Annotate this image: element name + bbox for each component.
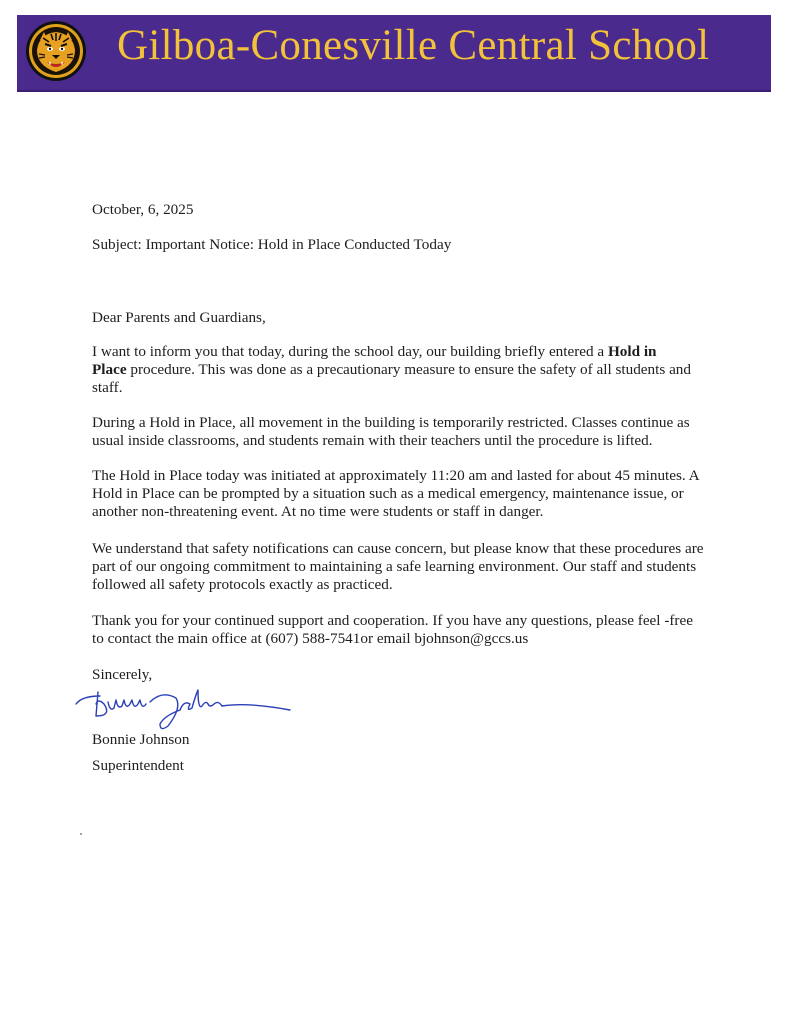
paragraph-2: During a Hold in Place, all movement in the building is temporarily restricted. Classes continue as usual inside classrooms, and students remain with their teachers until the procedure is lifted. [92, 414, 690, 449]
signer-title: Superintendent [92, 757, 184, 774]
letter-closing: Sincerely, [92, 666, 153, 683]
paragraph-1-text-end: procedure. This was done as a precautionary measure to ensure the safety of all students and staff. [92, 361, 691, 396]
handwritten-signature [72, 686, 297, 736]
paragraph-4: We understand that safety notifications can cause concern, but please know that these procedures are part of our ongoing commitment to maintaining a safe learning environment. Our staff and students followed all safety protocols exactly as practiced. [92, 540, 704, 593]
letterhead-banner [17, 15, 771, 92]
paragraph-1-text: I want to inform you that today, during the school day, our building briefly entered a [92, 343, 608, 360]
letter-salutation: Dear Parents and Guardians, [92, 309, 266, 326]
signer-name: Bonnie Johnson [92, 731, 190, 748]
scan-speck [80, 833, 82, 835]
paragraph-5: Thank you for your continued support and cooperation. If you have any questions, please feel -free to contact the main office at (607) 588-7541or email bjohnson@gccs.us [92, 612, 693, 647]
signature-lettering: Bonnie Johnson [72, 686, 79, 687]
tiger-head-icon [25, 20, 87, 82]
paragraph-1 [92, 343, 694, 397]
letter-date: October, 6, 2025 [92, 201, 194, 218]
hold-in-place-emphasis: Hold in Place [92, 343, 657, 378]
school-name: Gilboa-Conesville Central School [117, 22, 710, 69]
letter-subject: Subject: Important Notice: Hold in Place Conducted Today [92, 236, 452, 253]
paragraph-3: The Hold in Place today was initiated at approximately 11:20 am and lasted for about 45 minutes. A Hold in Place can be prompted by a situation such as a medical emergency, maintenance issue, or another non-threatening event. At no time were students or staff in danger. [92, 467, 699, 520]
